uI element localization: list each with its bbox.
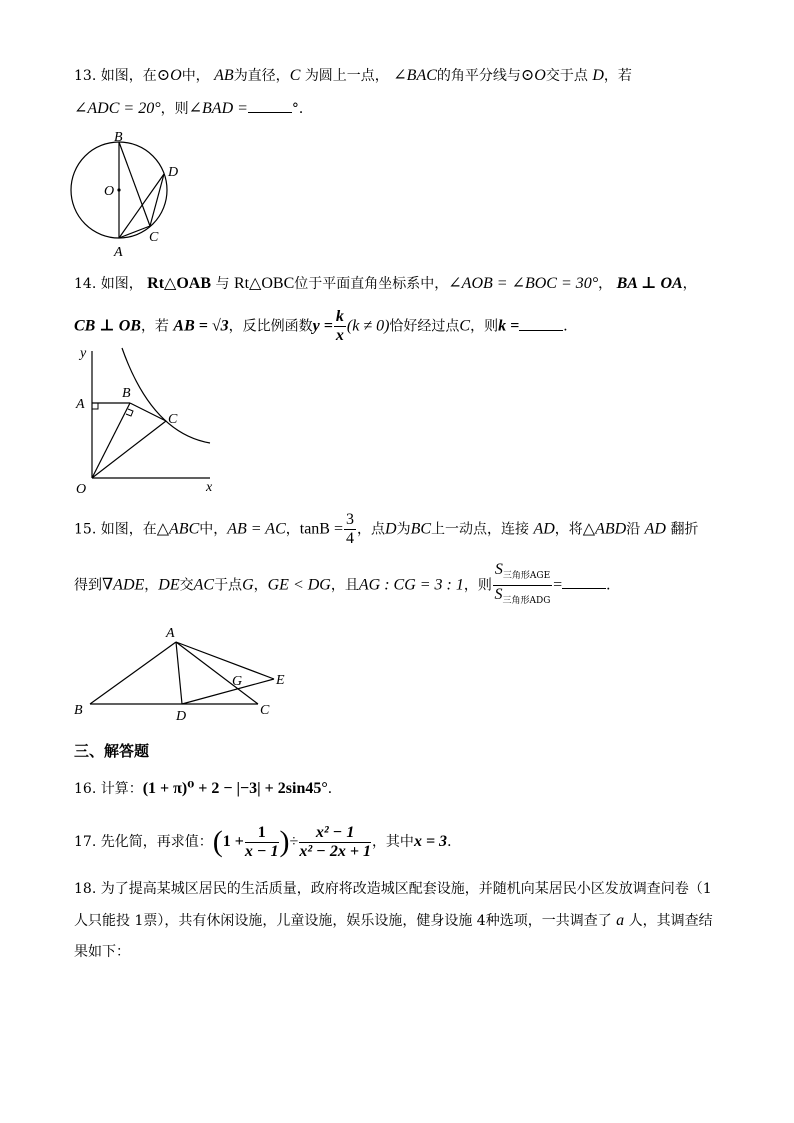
- q17-fraction-2: $\frac{\text{x² − 1}}{\text{x² − 2x + 1}}$: [299, 823, 371, 860]
- q18-line1: 18. 为了提高某城区居民的生活质量，政府将改造城区配套设施，并随机向某居民小区发放调查问卷（1: [74, 881, 712, 897]
- q14-label-y: y: [80, 346, 87, 361]
- q13-label-O: O: [104, 184, 115, 199]
- q13-label-A: A: [114, 245, 123, 260]
- q15-label-E: E: [276, 673, 285, 688]
- q15-line1: 15. 如图，在△ABC中，AB = AC，tanB = $\frac{3}{4}$ ，点D为BC上一动点，连接 AD，将△ABD沿 AD 翻折: [74, 511, 699, 547]
- q14-label-O: O: [76, 482, 87, 497]
- q18-line3: 果如下：: [74, 944, 130, 960]
- q15-label-G: G: [232, 674, 243, 689]
- q13-label-B: B: [114, 130, 123, 145]
- q14-label-A: A: [76, 397, 85, 412]
- q15-label-C: C: [260, 703, 270, 718]
- q15-line2: 得到∇ADE，DE交AC于点G，GE < DG，且AG : CG = 3 : 1，则 $\frac{S_{三角形AGE}}{S_{三角形ADG}}$ = ．: [74, 561, 620, 610]
- q14-label-B: B: [122, 386, 131, 401]
- q13-label-D: D: [168, 165, 179, 180]
- q13-answer-blank: [248, 98, 292, 113]
- q17-fraction-1: $\frac{1}{x - 1}$: [244, 823, 279, 860]
- q14-line1: 14. 如图， Rt△OAB 与 Rt△OBC位于平面直角坐标系中，∠AOB = ∠BOC = 30°， BA ⊥ OA，: [74, 275, 697, 292]
- q14-figure: [72, 343, 242, 498]
- q13-line1: 13. 如图，在⊙O中， AB为直径，C 为圆上一点， ∠BAC的角平分线与⊙O交于点 D，若: [74, 67, 632, 84]
- q15-answer-blank: [562, 574, 606, 589]
- q17-line: 17. 先化简，再求值：(1 + $\frac{1}{x - 1}$ )÷ $\frac{\text{x² − 1}}{\text{x² − 2x + 1}}$ ，其中x = 3．: [74, 823, 462, 860]
- section-heading: 三、解答题: [74, 742, 150, 760]
- q16-line: 16. 计算：(1 + π)⁰ + 2 − |−3| + 2sin45°．: [74, 780, 342, 797]
- q14-line2: CB ⊥ OB，若 AB = √3，反比例函数y = $\frac{k}{x}$ (k ≠ 0)恰好经过点C，则k = ．: [74, 308, 578, 344]
- q15-label-D: D: [176, 709, 187, 724]
- q15-label-A: A: [166, 626, 175, 641]
- q18-line2: 人只能投 1票），共有休闲设施，儿童设施，娱乐设施，健身设施 4种选项，一共调查了 a 人，其调查结: [74, 912, 713, 929]
- q13-figure: [64, 130, 184, 260]
- q15-label-B: B: [74, 703, 83, 718]
- q13-line2: ∠ADC = 20°，则∠BAD = °．: [74, 100, 313, 117]
- q14-label-C: C: [168, 412, 178, 427]
- q15-figure: [72, 622, 302, 727]
- q14-answer-blank: [519, 316, 563, 331]
- q15-tan-fraction: $\frac{3}{4}$: [346, 511, 354, 547]
- q13-label-C: C: [149, 230, 159, 245]
- q14-fraction: $\frac{k}{x}$: [335, 308, 344, 344]
- q15-area-fraction: $\frac{S_{三角形AGE}}{S_{三角形ADG}}$: [494, 561, 551, 606]
- q14-label-x: x: [206, 480, 213, 495]
